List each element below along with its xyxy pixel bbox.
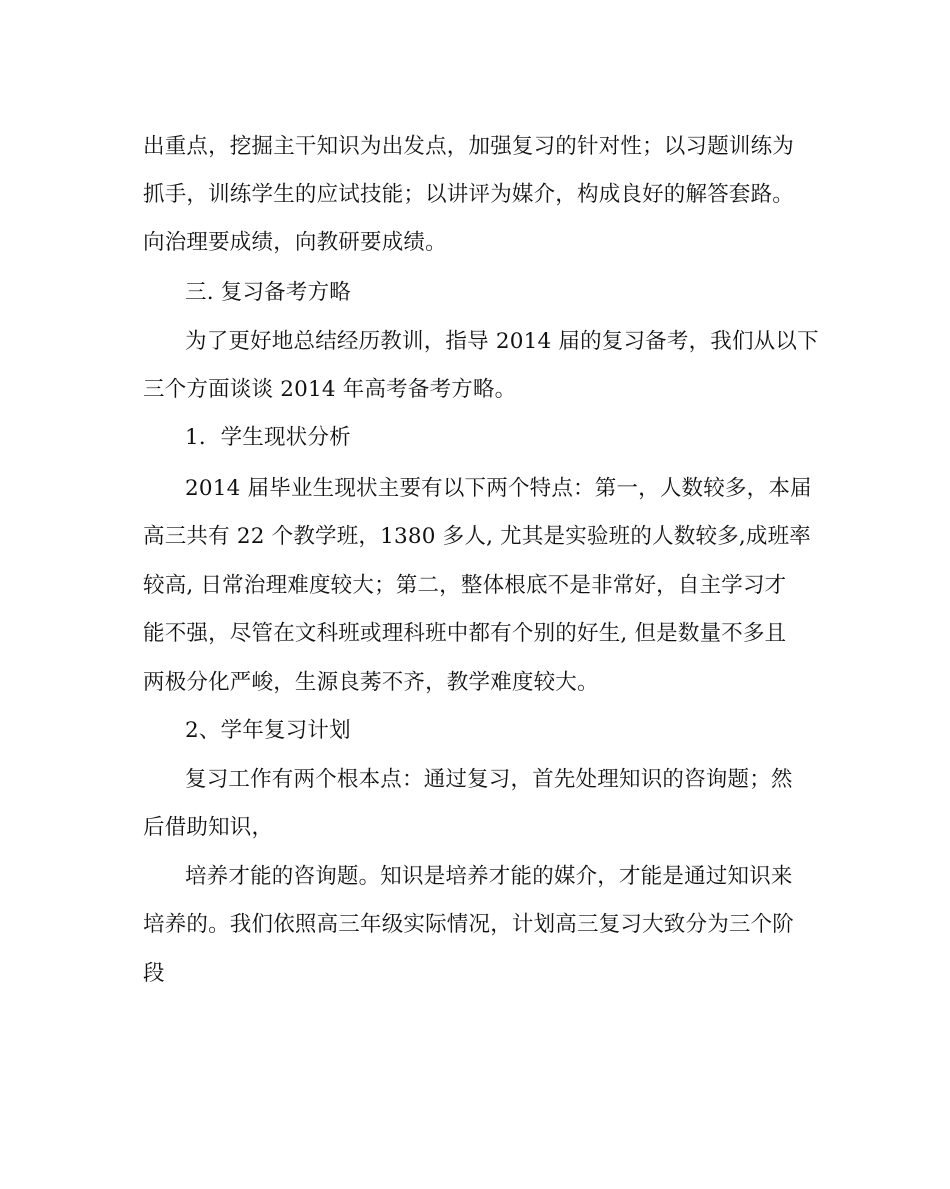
paragraph-line: 三个方面谈谈 2014 年高考备考方略。 xyxy=(143,377,517,402)
subsection-heading: 2、学年复习计划 xyxy=(185,718,351,743)
paragraph-line: 复习工作有两个根本点：通过复习，首先处理知识的咨询题；然 xyxy=(185,767,793,792)
paragraph-line: 向治理要成绩，向教研要成绩。 xyxy=(143,230,447,255)
paragraph-line: 培养的。我们依照高三年级实际情况，计划高三复习大致分为三个阶 xyxy=(143,912,795,937)
paragraph-line: 抓手，训练学生的应试技能；以讲评为媒介，构成良好的解答套路。 xyxy=(143,182,795,207)
paragraph-line: 高三共有 22 个教学班，1380 多人, 尤其是实验班的人数较多,成班率 xyxy=(143,524,811,549)
paragraph-line: 能不强，尽管在文科班或理科班中都有个别的好生, 但是数量不多且 xyxy=(143,621,787,646)
section-heading: 三. 复习备考方略 xyxy=(185,280,351,305)
paragraph-line: 两极分化严峻，生源良莠不齐，教学难度较大。 xyxy=(143,670,599,695)
paragraph-line: 较高, 日常治理难度较大；第二，整体根底不是非常好，自主学习才 xyxy=(143,573,787,598)
subsection-heading: 1．学生现状分析 xyxy=(185,425,351,450)
paragraph-line: 2014 届毕业生现状主要有以下两个特点：第一，人数较多，本届 xyxy=(185,476,812,501)
paragraph-line: 为了更好地总结经历教训，指导 2014 届的复习备考，我们从以下 xyxy=(185,329,819,354)
paragraph-line: 后借助知识， xyxy=(143,815,274,840)
paragraph-line: 培养才能的咨询题。知识是培养才能的媒介，才能是通过知识来 xyxy=(185,864,793,889)
paragraph-line: 出重点，挖掘主干知识为出发点，加强复习的针对性；以习题训练为 xyxy=(143,134,795,159)
paragraph-line: 段 xyxy=(143,961,165,986)
